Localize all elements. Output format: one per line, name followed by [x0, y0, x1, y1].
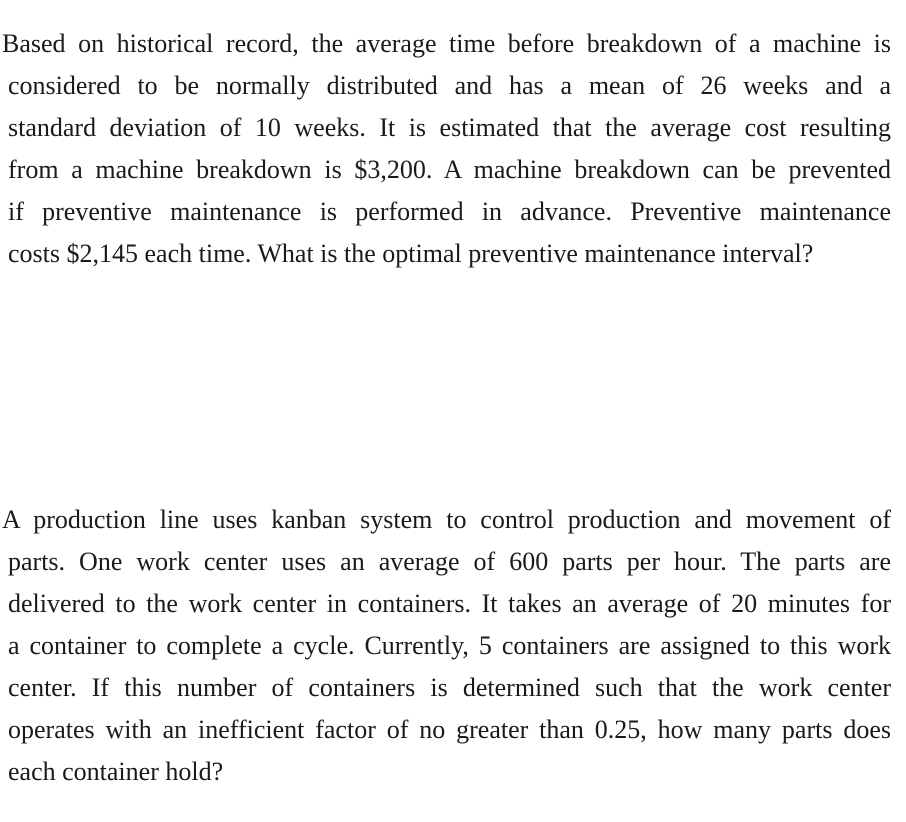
problem-2-line-3: delivered to the work center in containers. It takes an average of 20 minutes for [8, 589, 891, 618]
problem-1-line-3: standard deviation of 10 weeks. It is estimated that the average cost resulting [8, 113, 891, 142]
problem-2-line-4: a container to complete a cycle. Currently, 5 containers are assigned to this work [8, 631, 891, 660]
problem-1-line-1: Based on historical record, the average time before breakdown of a machine is [2, 29, 891, 58]
problem-1-line-4: from a machine breakdown is $3,200. A machine breakdown can be prevented [8, 155, 891, 184]
problem-1-line-5: if preventive maintenance is performed in advance. Preventive maintenance [8, 197, 891, 226]
problem-2-paragraph [2, 499, 891, 793]
problem-1-paragraph [2, 23, 891, 275]
problem-1-line-2: considered to be normally distributed and has a mean of 26 weeks and a [8, 71, 891, 100]
problem-2-line-1: A production line uses kanban system to control production and movement of [2, 505, 891, 534]
problem-2-line-5: center. If this number of containers is determined such that the work center [8, 673, 891, 702]
problem-2-line-2: parts. One work center uses an average of 600 parts per hour. The parts are [8, 547, 891, 576]
problem-2-line-7: each container hold? [8, 757, 224, 786]
problem-1-line-6: costs $2,145 each time. What is the optimal preventive maintenance interval? [8, 239, 814, 268]
problem-2-line-6: operates with an inefficient factor of no greater than 0.25, how many parts does [8, 715, 891, 744]
